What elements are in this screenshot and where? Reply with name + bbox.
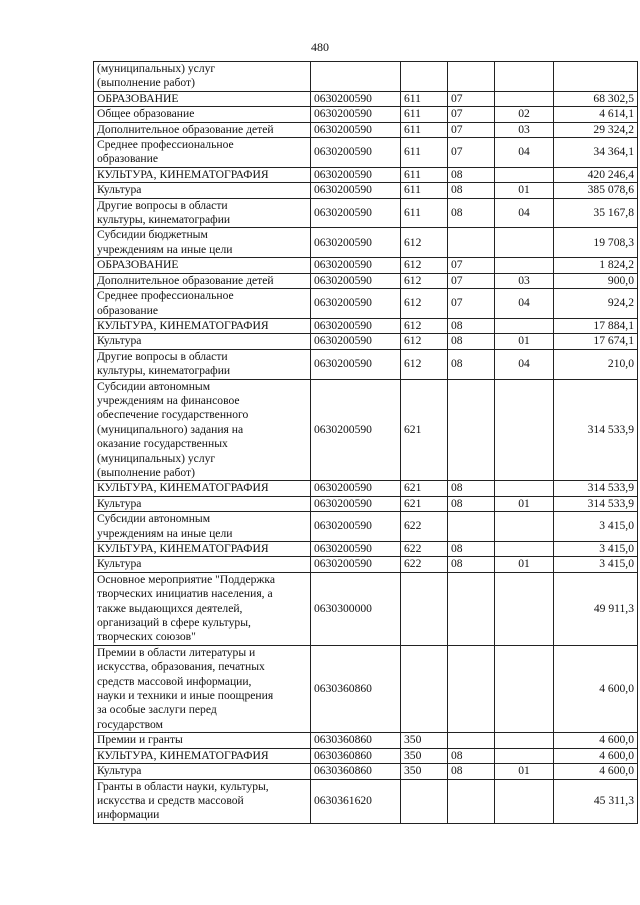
row-section-code: 07: [448, 258, 495, 273]
row-expense-type-code: [401, 645, 448, 732]
page-number: 480: [311, 40, 329, 54]
budget-table-body: [94, 62, 638, 824]
row-amount: 17 674,1: [554, 334, 638, 349]
table-row: [94, 91, 638, 106]
row-subsection-code: 03: [495, 122, 554, 137]
row-amount: 924,2: [554, 289, 638, 319]
row-section-code: [448, 512, 495, 542]
row-name: Среднее профессиональное образование: [94, 138, 311, 168]
table-row: [94, 138, 638, 168]
row-subsection-code: 01: [495, 496, 554, 511]
row-subsection-code: [495, 318, 554, 333]
table-row: [94, 349, 638, 379]
row-section-code: 08: [448, 764, 495, 779]
row-subsection-code: [495, 733, 554, 748]
row-expense-type-code: 621: [401, 379, 448, 481]
row-section-code: 07: [448, 122, 495, 137]
row-target-article-code: 0630200590: [311, 496, 401, 511]
row-target-article-code: 0630200590: [311, 512, 401, 542]
row-section-code: 08: [448, 334, 495, 349]
row-name: (муниципальных) услуг (выполнение работ): [94, 62, 311, 92]
row-section-code: 07: [448, 107, 495, 122]
row-section-code: 08: [448, 318, 495, 333]
row-amount: 4 600,0: [554, 764, 638, 779]
table-row: [94, 779, 638, 823]
row-target-article-code: 0630200590: [311, 349, 401, 379]
row-amount: 49 911,3: [554, 572, 638, 645]
table-row: [94, 733, 638, 748]
row-name: Субсидии автономным учреждениям на финансовое обеспечение государственного (муниципального) задания на оказание государственных (муниципальных) услуг (выполнение работ): [94, 379, 311, 481]
table-row: [94, 318, 638, 333]
row-name: Субсидии автономным учреждениям на иные цели: [94, 512, 311, 542]
row-target-article-code: 0630361620: [311, 779, 401, 823]
row-section-code: [448, 379, 495, 481]
row-section-code: 08: [448, 748, 495, 763]
row-amount: 4 600,0: [554, 748, 638, 763]
row-amount: 29 324,2: [554, 122, 638, 137]
row-target-article-code: 0630360860: [311, 733, 401, 748]
row-amount: 45 311,3: [554, 779, 638, 823]
row-target-article-code: 0630200590: [311, 138, 401, 168]
row-subsection-code: 01: [495, 557, 554, 572]
row-section-code: 08: [448, 496, 495, 511]
row-subsection-code: [495, 542, 554, 557]
row-target-article-code: 0630200590: [311, 228, 401, 258]
row-target-article-code: 0630200590: [311, 334, 401, 349]
row-target-article-code: 0630360860: [311, 764, 401, 779]
row-name: КУЛЬТУРА, КИНЕМАТОГРАФИЯ: [94, 748, 311, 763]
table-row: [94, 645, 638, 732]
row-target-article-code: 0630200590: [311, 183, 401, 198]
row-target-article-code: 0630200590: [311, 318, 401, 333]
row-amount: 68 302,5: [554, 91, 638, 106]
row-amount: 314 533,9: [554, 481, 638, 496]
row-section-code: 07: [448, 273, 495, 288]
table-row: [94, 167, 638, 182]
row-amount: 3 415,0: [554, 512, 638, 542]
table-row: [94, 183, 638, 198]
row-subsection-code: [495, 62, 554, 92]
table-row: [94, 572, 638, 645]
row-subsection-code: 04: [495, 349, 554, 379]
row-expense-type-code: 612: [401, 349, 448, 379]
row-name: Культура: [94, 496, 311, 511]
budget-table: [93, 61, 638, 824]
row-section-code: 08: [448, 167, 495, 182]
table-row: [94, 228, 638, 258]
row-name: Дополнительное образование детей: [94, 273, 311, 288]
row-expense-type-code: 622: [401, 512, 448, 542]
row-expense-type-code: 612: [401, 289, 448, 319]
row-name: Премии и гранты: [94, 733, 311, 748]
table-row: [94, 481, 638, 496]
table-row: [94, 496, 638, 511]
row-name: Другие вопросы в области культуры, кинематографии: [94, 349, 311, 379]
row-target-article-code: 0630200590: [311, 91, 401, 106]
row-section-code: 08: [448, 198, 495, 228]
table-row: [94, 107, 638, 122]
row-target-article-code: 0630360860: [311, 645, 401, 732]
row-section-code: [448, 779, 495, 823]
row-subsection-code: [495, 779, 554, 823]
table-row: [94, 62, 638, 92]
row-name: ОБРАЗОВАНИЕ: [94, 258, 311, 273]
row-expense-type-code: [401, 779, 448, 823]
row-amount: [554, 62, 638, 92]
row-target-article-code: [311, 62, 401, 92]
row-expense-type-code: 611: [401, 198, 448, 228]
row-amount: 314 533,9: [554, 379, 638, 481]
row-subsection-code: 04: [495, 138, 554, 168]
row-amount: 19 708,3: [554, 228, 638, 258]
row-expense-type-code: 612: [401, 228, 448, 258]
row-target-article-code: 0630200590: [311, 273, 401, 288]
row-subsection-code: [495, 228, 554, 258]
row-amount: 4 614,1: [554, 107, 638, 122]
row-subsection-code: 01: [495, 334, 554, 349]
row-subsection-code: [495, 379, 554, 481]
row-amount: 1 824,2: [554, 258, 638, 273]
row-expense-type-code: 350: [401, 733, 448, 748]
row-section-code: 08: [448, 349, 495, 379]
row-amount: 35 167,8: [554, 198, 638, 228]
row-amount: 900,0: [554, 273, 638, 288]
row-section-code: 07: [448, 289, 495, 319]
row-name: Среднее профессиональное образование: [94, 289, 311, 319]
row-subsection-code: 02: [495, 107, 554, 122]
row-name: КУЛЬТУРА, КИНЕМАТОГРАФИЯ: [94, 542, 311, 557]
row-subsection-code: 01: [495, 764, 554, 779]
row-subsection-code: [495, 748, 554, 763]
row-name: КУЛЬТУРА, КИНЕМАТОГРАФИЯ: [94, 318, 311, 333]
row-name: Дополнительное образование детей: [94, 122, 311, 137]
row-amount: 4 600,0: [554, 645, 638, 732]
row-amount: 385 078,6: [554, 183, 638, 198]
row-amount: 314 533,9: [554, 496, 638, 511]
row-name: Гранты в области науки, культуры, искусства и средств массовой информации: [94, 779, 311, 823]
row-target-article-code: 0630200590: [311, 481, 401, 496]
row-section-code: 08: [448, 183, 495, 198]
table-row: [94, 122, 638, 137]
row-name: ОБРАЗОВАНИЕ: [94, 91, 311, 106]
row-subsection-code: [495, 481, 554, 496]
row-amount: 34 364,1: [554, 138, 638, 168]
row-amount: 17 884,1: [554, 318, 638, 333]
table-row: [94, 542, 638, 557]
row-amount: 3 415,0: [554, 542, 638, 557]
row-name: Субсидии бюджетным учреждениям на иные цели: [94, 228, 311, 258]
row-section-code: 08: [448, 542, 495, 557]
row-name: Культура: [94, 557, 311, 572]
row-target-article-code: 0630200590: [311, 542, 401, 557]
row-name: КУЛЬТУРА, КИНЕМАТОГРАФИЯ: [94, 481, 311, 496]
row-subsection-code: 04: [495, 289, 554, 319]
row-name: Культура: [94, 183, 311, 198]
row-expense-type-code: 611: [401, 107, 448, 122]
row-expense-type-code: 611: [401, 167, 448, 182]
row-amount: 420 246,4: [554, 167, 638, 182]
row-expense-type-code: 350: [401, 748, 448, 763]
row-amount: 4 600,0: [554, 733, 638, 748]
row-name: Общее образование: [94, 107, 311, 122]
row-name: Культура: [94, 334, 311, 349]
row-subsection-code: 01: [495, 183, 554, 198]
row-target-article-code: 0630200590: [311, 122, 401, 137]
row-section-code: [448, 228, 495, 258]
row-section-code: 08: [448, 481, 495, 496]
row-amount: 210,0: [554, 349, 638, 379]
row-name: КУЛЬТУРА, КИНЕМАТОГРАФИЯ: [94, 167, 311, 182]
row-target-article-code: 0630300000: [311, 572, 401, 645]
row-section-code: 07: [448, 91, 495, 106]
row-expense-type-code: 612: [401, 334, 448, 349]
row-subsection-code: [495, 645, 554, 732]
row-subsection-code: [495, 572, 554, 645]
row-name: Культура: [94, 764, 311, 779]
row-target-article-code: 0630200590: [311, 557, 401, 572]
row-amount: 3 415,0: [554, 557, 638, 572]
row-target-article-code: 0630360860: [311, 748, 401, 763]
row-name: Основное мероприятие "Поддержка творческих инициатив населения, а также выдающихся деятелей, организаций в сфере культуры, творческих союзов": [94, 572, 311, 645]
table-row: [94, 764, 638, 779]
row-target-article-code: 0630200590: [311, 289, 401, 319]
row-target-article-code: 0630200590: [311, 258, 401, 273]
table-row: [94, 258, 638, 273]
row-expense-type-code: 350: [401, 764, 448, 779]
row-subsection-code: 03: [495, 273, 554, 288]
row-expense-type-code: 612: [401, 318, 448, 333]
table-row: [94, 512, 638, 542]
table-row: [94, 334, 638, 349]
table-row: [94, 557, 638, 572]
row-expense-type-code: 612: [401, 258, 448, 273]
row-expense-type-code: 611: [401, 138, 448, 168]
row-name: Другие вопросы в области культуры, кинематографии: [94, 198, 311, 228]
row-target-article-code: 0630200590: [311, 167, 401, 182]
table-row: [94, 289, 638, 319]
row-expense-type-code: 621: [401, 496, 448, 511]
table-row: [94, 198, 638, 228]
row-expense-type-code: [401, 62, 448, 92]
row-expense-type-code: 612: [401, 273, 448, 288]
row-name: Премии в области литературы и искусства, образования, печатных средств массовой информации, науки и техники и иные поощрения за особые заслуги перед государством: [94, 645, 311, 732]
row-section-code: 08: [448, 557, 495, 572]
row-subsection-code: 04: [495, 198, 554, 228]
row-section-code: [448, 62, 495, 92]
row-expense-type-code: 611: [401, 122, 448, 137]
table-row: [94, 379, 638, 481]
row-expense-type-code: 622: [401, 557, 448, 572]
row-expense-type-code: 622: [401, 542, 448, 557]
table-row: [94, 748, 638, 763]
row-subsection-code: [495, 258, 554, 273]
row-expense-type-code: 621: [401, 481, 448, 496]
table-row: [94, 273, 638, 288]
row-expense-type-code: 611: [401, 183, 448, 198]
row-section-code: 07: [448, 138, 495, 168]
row-target-article-code: 0630200590: [311, 198, 401, 228]
row-target-article-code: 0630200590: [311, 107, 401, 122]
row-expense-type-code: 611: [401, 91, 448, 106]
row-section-code: [448, 572, 495, 645]
row-subsection-code: [495, 512, 554, 542]
row-target-article-code: 0630200590: [311, 379, 401, 481]
row-subsection-code: [495, 91, 554, 106]
row-section-code: [448, 645, 495, 732]
row-expense-type-code: [401, 572, 448, 645]
row-subsection-code: [495, 167, 554, 182]
row-section-code: [448, 733, 495, 748]
